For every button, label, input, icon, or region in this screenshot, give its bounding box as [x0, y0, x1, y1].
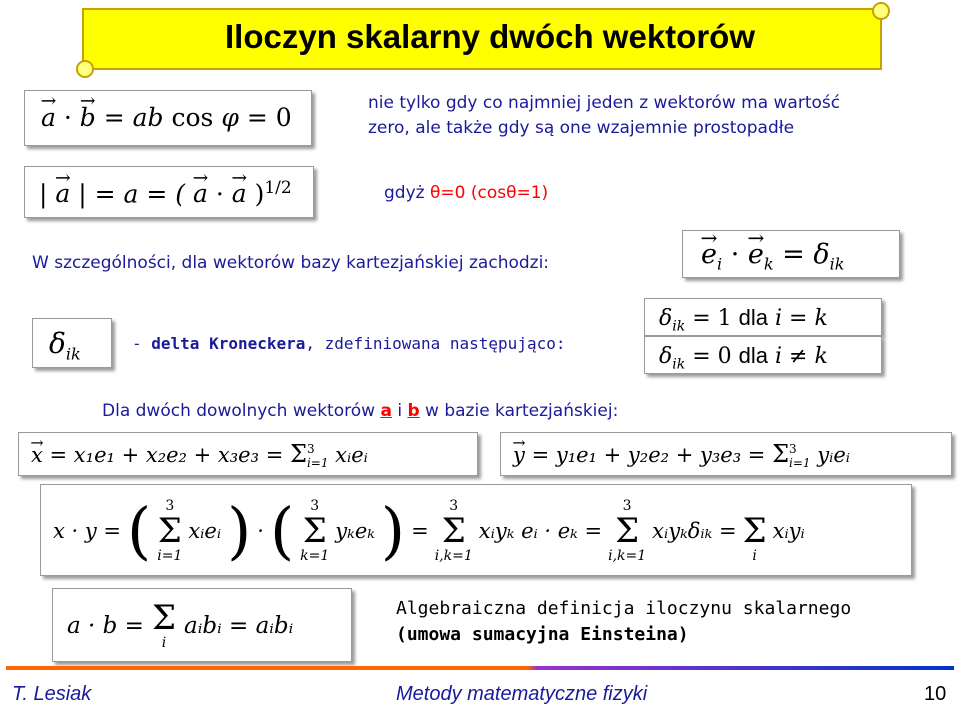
norm-mid: | = a = (: [78, 179, 186, 209]
sum-ab-symbol: Σ: [151, 598, 176, 638]
footer-author: T. Lesiak: [12, 683, 92, 705]
eq-xy-box: [40, 484, 912, 576]
sum-symbol-x: Σ: [289, 440, 307, 468]
szczegolnosci-text: W szczególności, dla wektorów bazy kartezjańskiej zachodzi:: [32, 253, 550, 273]
sum1: [157, 498, 182, 564]
sum2: [300, 498, 329, 564]
delta-def1-eq: = 1: [692, 306, 732, 331]
eq-x-tail: xᵢeᵢ: [335, 443, 368, 467]
note-line1: nie tylko gdy co najmniej jeden z wektorów ma wartość: [368, 93, 841, 113]
dla-dwoch-line: [102, 401, 618, 421]
delta-def2-cond: i ≠ k: [775, 344, 828, 369]
eq-xy-eq1: =: [411, 519, 429, 543]
delta-def2-dla: dla: [738, 343, 769, 368]
sum5-symbol: Σ: [742, 511, 767, 551]
vector-b-label: b: [407, 401, 420, 421]
gdyz-line: [384, 183, 548, 203]
vec-x: → x: [31, 443, 43, 467]
sum4: [608, 498, 646, 564]
sum-x-bot: i=1: [306, 455, 329, 470]
algebraic-line2: (umowa sumacyjna Einsteina): [396, 624, 689, 645]
scroll-curl-top-right-icon: [872, 2, 890, 20]
vec-a: → a: [41, 103, 56, 132]
kronecker-dash: -: [132, 334, 152, 353]
theta-condition: θ=0 (cosθ=1): [429, 183, 549, 203]
eq-y-tail: yᵢeᵢ: [817, 443, 850, 467]
sum4-symbol: Σ: [615, 511, 640, 551]
delta-ik-box: [32, 318, 112, 368]
algebraic-line1: Algebraiczna definicja iloczynu skalarnego: [396, 598, 852, 619]
gdyz-text: gdyż: [384, 183, 425, 203]
sum-y-top: 3: [789, 442, 797, 457]
eq-rhs: = 0: [246, 103, 292, 132]
eq-y-expansion: = y₁e₁ + y₂e₂ + y₃e₃ =: [531, 443, 773, 467]
sum3: [435, 498, 473, 564]
sum2-term: yₖeₖ: [335, 519, 375, 543]
eq-mid: = ab: [103, 103, 164, 132]
delta-symbol: δ: [49, 327, 66, 360]
delta-def-box-2: [644, 336, 882, 374]
kronecker-rest: , zdefiniowana następująco:: [305, 334, 566, 353]
dla-dwoch-suffix: w bazie kartezjańskiej:: [419, 401, 619, 421]
dot-operator-2: ·: [215, 179, 224, 209]
sum1-symbol: Σ: [157, 511, 182, 551]
footer-page-number: 10: [924, 683, 947, 705]
sum-symbol-y: Σ: [772, 440, 790, 468]
footer-course: Metody matematyczne fizyki: [396, 683, 648, 705]
sum2-top: 3: [310, 498, 320, 514]
sub-i: i: [716, 254, 723, 274]
abs-open: |: [39, 179, 48, 209]
sum-y-bot: i=1: [789, 455, 811, 470]
vec-e-k: → e: [748, 239, 764, 270]
eq-ab-box: [52, 588, 352, 662]
sum3-bot: i,k=1: [434, 548, 473, 564]
dla-dwoch-prefix: Dla dwóch dowolnych wektorów: [102, 401, 381, 421]
sum1-top: 3: [165, 498, 175, 514]
vec-a-norm: → a: [55, 179, 70, 208]
vec-a-2: → a: [193, 179, 208, 208]
sum2-symbol: Σ: [302, 511, 327, 551]
eq-y-box: [500, 432, 952, 476]
eq-basis-box: [682, 230, 900, 278]
sum-x-top: 3: [306, 442, 315, 457]
dot-operator: ·: [63, 103, 72, 132]
vec-b: → b: [80, 103, 96, 132]
vec-a-3: → a: [232, 179, 247, 208]
sum5-bot: i: [752, 548, 757, 564]
sum3-term: xᵢyₖ eᵢ · eₖ =: [478, 519, 603, 543]
delta-def1-dla: dla: [738, 305, 769, 330]
delta-sub-ik: ik: [65, 344, 81, 364]
eq-x-box: [18, 432, 478, 476]
note-line2: zero, ale także gdy są one wzajemnie prostopadłe: [368, 118, 795, 138]
scroll-curl-bottom-left-icon: [76, 60, 94, 78]
vec-y: → y: [513, 443, 525, 467]
eq-xy-lhs: x · y =: [53, 519, 122, 543]
kronecker-bold: delta Kroneckera: [151, 334, 306, 353]
footer-divider: [6, 666, 954, 670]
sub-k: k: [763, 254, 774, 274]
vec-e-i: → e: [701, 239, 717, 270]
eq-dot-zero-box: [24, 90, 312, 146]
eq-ab-lhs: a · b =: [67, 613, 144, 639]
sum3-symbol: Σ: [441, 511, 466, 551]
paren-close-1: ): [227, 494, 252, 567]
eq-xy-dot: ·: [257, 519, 264, 543]
sum1-bot: i=1: [157, 548, 183, 564]
paren-close-2: ): [380, 494, 406, 567]
exponent-half: 1/2: [264, 178, 292, 198]
delta-def1-delta: δ: [659, 306, 673, 331]
sum1-term: xᵢeᵢ: [188, 519, 222, 543]
paren-close: ): [254, 179, 265, 209]
eq-delta: = δ: [782, 239, 830, 270]
sub-ik: ik: [829, 254, 845, 274]
sum5: [743, 498, 767, 564]
delta-def2-eq: = 0: [692, 344, 732, 369]
cos-text: cos: [171, 103, 214, 132]
kronecker-line: [132, 334, 565, 353]
eq-norm-box: [24, 166, 314, 218]
eq-x-expansion: = x₁e₁ + x₂e₂ + x₃e₃ =: [49, 443, 290, 467]
paren-open-2: (: [269, 494, 295, 567]
sum-ab: [151, 598, 176, 651]
eq-ab-rhs: aᵢbᵢ = aᵢbᵢ: [184, 613, 294, 639]
sum4-top: 3: [622, 498, 632, 514]
sum5-term: xᵢyᵢ: [772, 519, 805, 543]
phi-symbol: φ: [221, 103, 239, 132]
delta-def1-cond: i = k: [775, 306, 828, 331]
slide-title: Iloczyn skalarny dwóch wektorów: [225, 18, 755, 55]
delta-def1-ik: ik: [672, 318, 686, 335]
sum4-bot: i,k=1: [608, 548, 647, 564]
paren-open-1: (: [127, 494, 152, 567]
vector-a-label: a: [380, 401, 392, 421]
sum4-term: xᵢyₖδᵢₖ =: [652, 519, 737, 543]
sum2-bot: k=1: [300, 548, 330, 564]
delta-def2-delta: δ: [659, 344, 673, 369]
conj-i: i: [391, 401, 408, 421]
sum3-top: 3: [449, 498, 459, 514]
dot-operator-3: ·: [730, 239, 740, 270]
sum-ab-bot: i: [161, 635, 167, 651]
delta-def2-ik: ik: [672, 356, 686, 373]
delta-def-box-1: [644, 298, 882, 336]
